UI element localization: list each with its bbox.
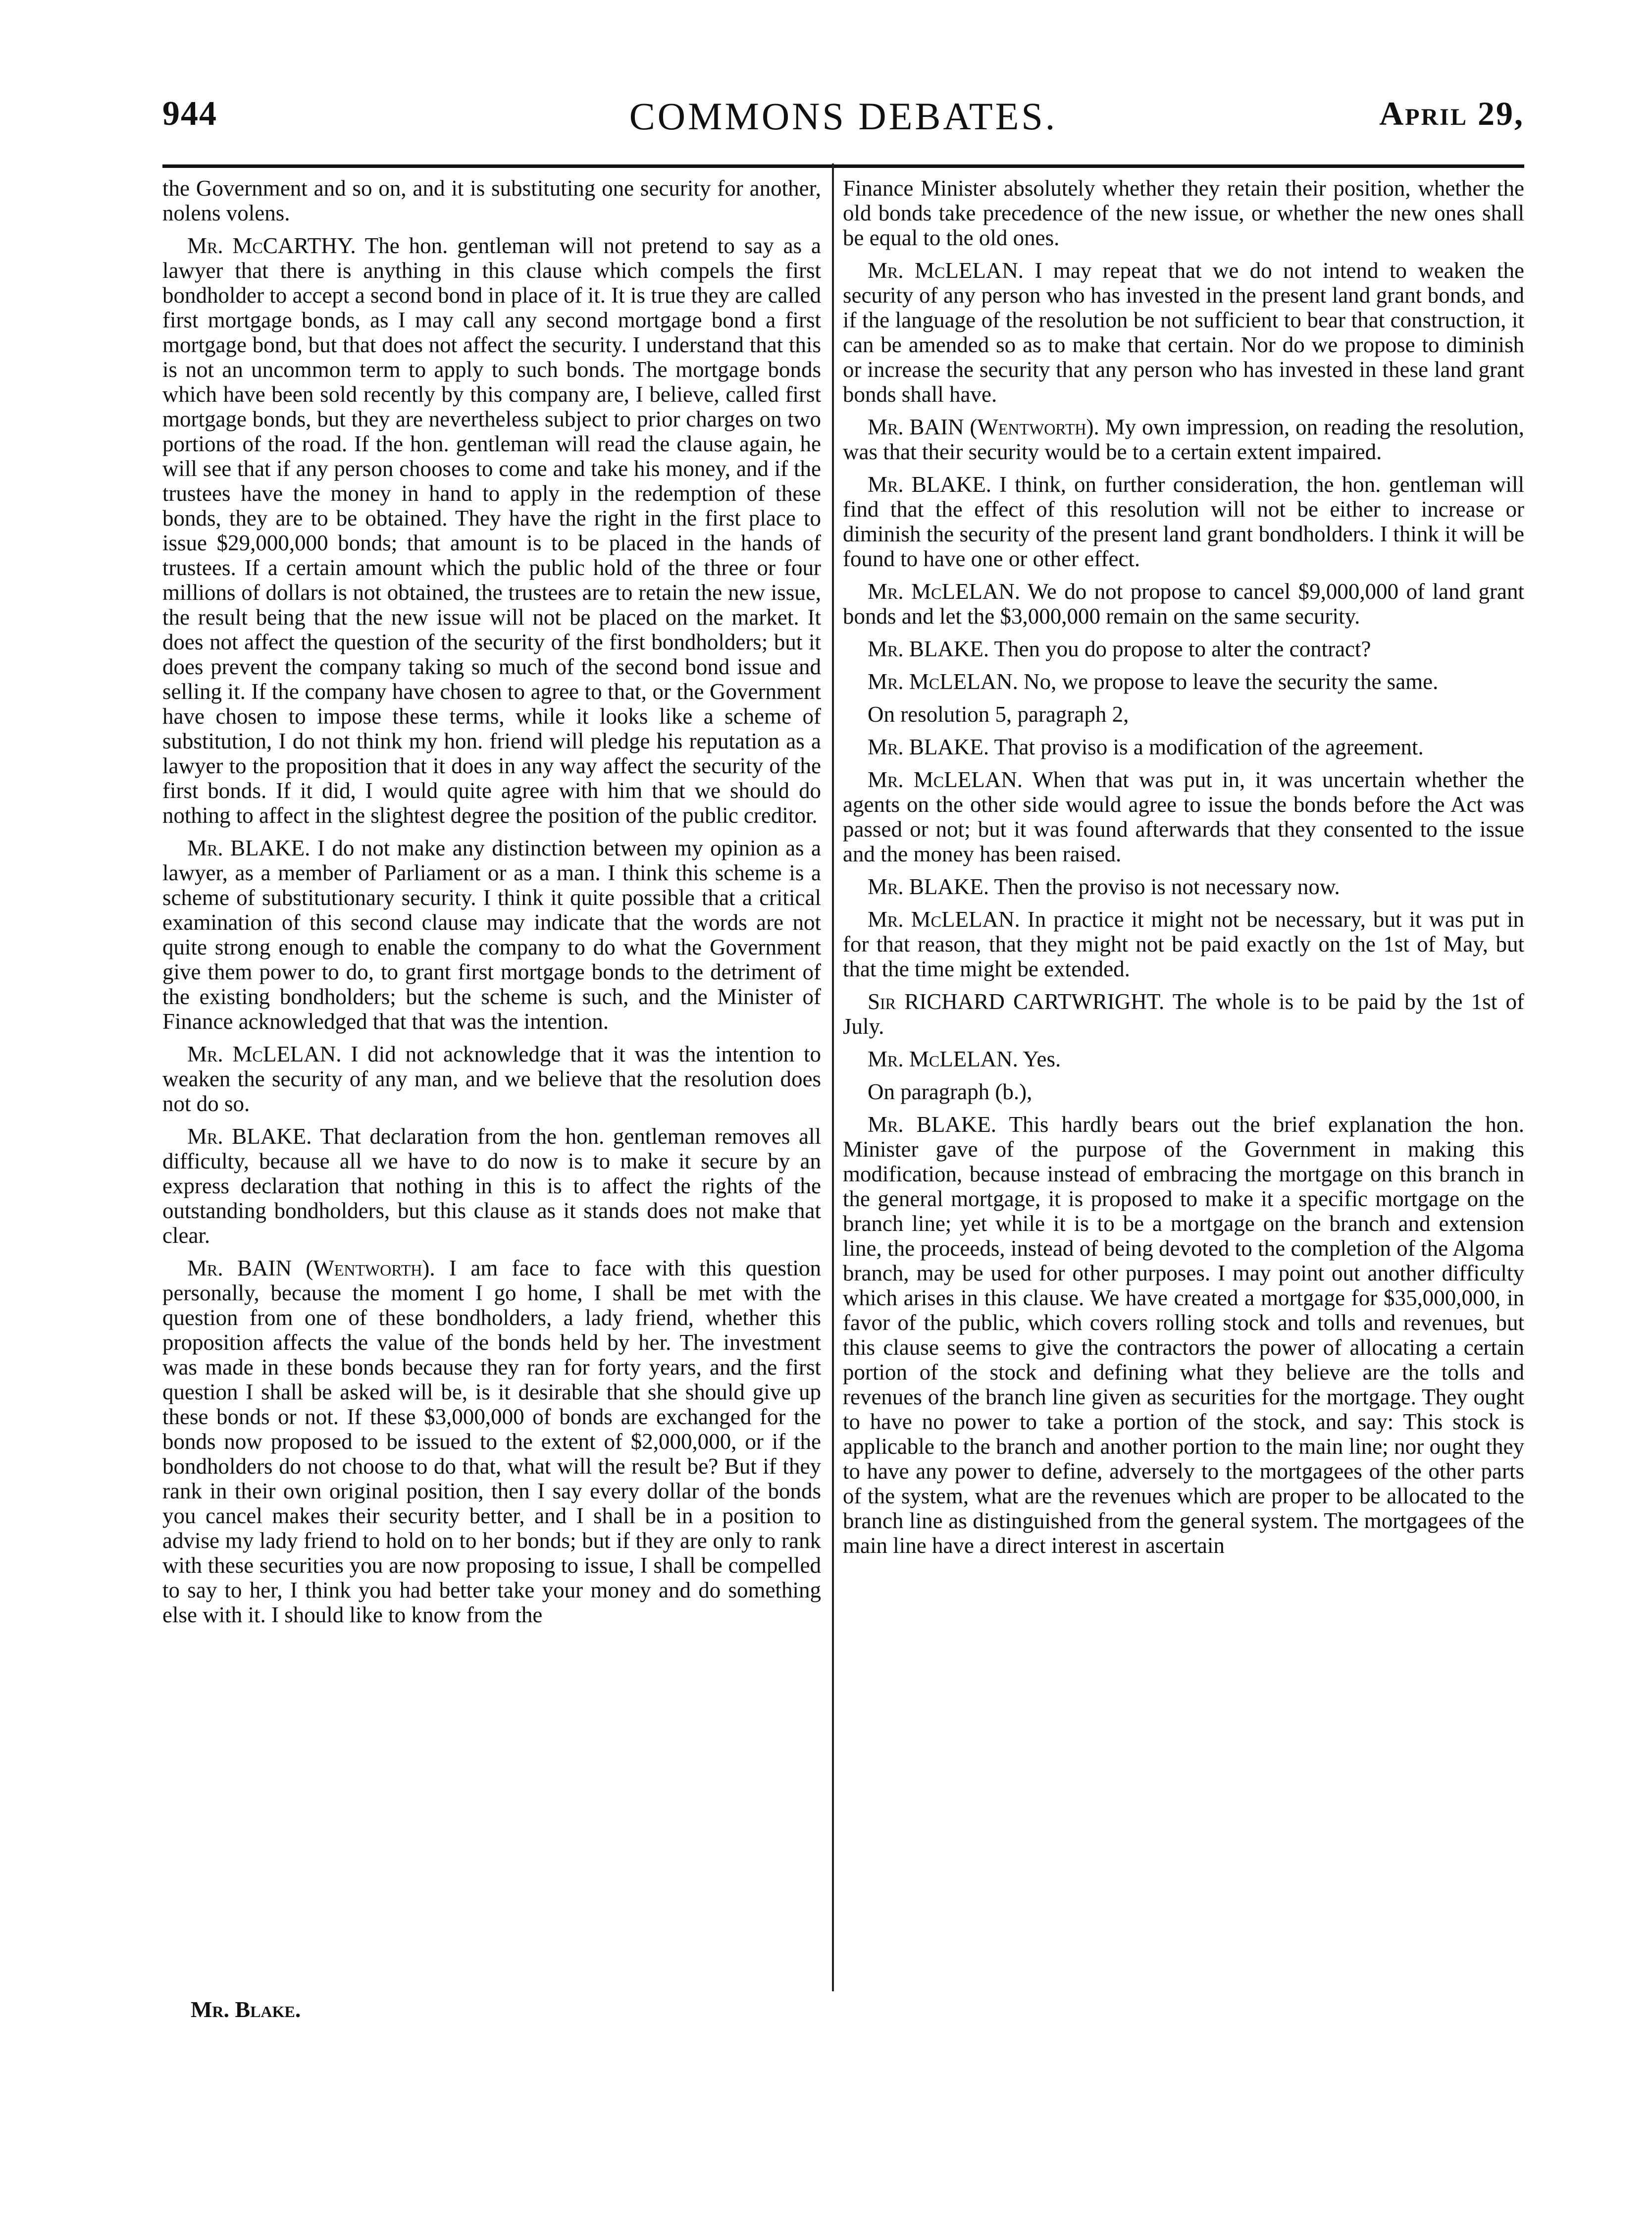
paragraph — [843, 989, 1524, 1039]
speaker-name: Mr. McLELAN. — [868, 579, 1021, 604]
paragraph — [162, 233, 821, 828]
paragraph-text: Then the proviso is not necessary now. — [994, 874, 1340, 899]
page-date: April 29, — [1379, 95, 1524, 132]
paragraph-text: No, we propose to leave the security the same. — [1024, 669, 1439, 694]
paragraph — [162, 1124, 821, 1248]
paragraph-text: This hardly bears out the brief explanation the hon. Minister gave of the purpose of the Government in making this modification, because instead of embracing the mortgage on this branch in the general mortgage, it is proposed to make it a specific mortgage on the branch line; yet while it is to be a mortgage on the branch and extension line, the proceeds, instead of being devoted to the completion of the Algoma branch, may be used for other purposes. I may point out another difficulty which arises in this clause. We have created a mortgage for $35,000,000, in favor of the public, which covers rolling stock and tolls and revenues, but this clause seems to give the contractors the power of allocating a certain portion of the stock and defining what they believe are the tolls and revenues of the branch line given as securities for the mortgage. They ought to have no power to take a portion of the stock, and say: This stock is applicable to the branch and another portion to the main line; nor ought they to have any power to define, adversely to the mortgagees of the other parts of the system, what are the revenues which are proper to be allocated to the branch line as distinguished from the general system. The mortgagees of the main line have a direct interest in ascertain — [843, 1112, 1525, 1558]
paragraph-text: The whole is to be paid by the 1st of July. — [843, 989, 1524, 1039]
paragraph — [162, 1042, 821, 1116]
paragraph-text: We do not propose to cancel $9,000,000 of land grant bonds and let the $3,000,000 remain on the same security. — [843, 579, 1524, 629]
paragraph-text: In practice it might not be necessary, but it was put in for that reason, that they might not be paid exactly on the 1st of May, but that the time might be extended. — [843, 907, 1525, 981]
paragraph — [162, 836, 821, 1034]
paragraph-text: That declaration from the hon. gentleman removes all difficulty, because all we have to do now is to make it secure by an express declaration that nothing in this is to affect the rights of the outstanding bondholders, but this clause as it stands does not make that clear. — [162, 1124, 822, 1248]
paragraph — [843, 735, 1524, 759]
speaker-name: Mr. McLELAN. — [868, 767, 1023, 792]
paragraph-text: When that was put in, it was uncertain whether the agents on the other side would agree to issue the bonds before the Act was passed or not; but it was found afterwards that they consented to the issue and the money has been raised. — [843, 767, 1525, 866]
paragraph — [843, 579, 1524, 629]
speaker-name: Mr. BLAKE. — [868, 874, 989, 899]
speaker-name: Mr. BAIN (Wentworth). — [868, 415, 1099, 439]
paragraph-text: Finance Minister absolutely whether they retain their position, whether the old bonds take precedence of the new issue, or whether the new ones shall be equal to the old ones. — [843, 176, 1524, 250]
paragraph — [843, 1112, 1524, 1558]
column-divider — [832, 163, 834, 1991]
catchword: Mr. Blake. — [191, 1997, 301, 2022]
speaker-name: Mr. BAIN (Wentworth). — [187, 1256, 435, 1280]
speaker-name: Mr. BLAKE. — [868, 1112, 997, 1137]
page-header — [162, 94, 1524, 154]
paragraph-text: My own impression, on reading the resolution, was that their security would be to a certain extent impaired. — [843, 415, 1525, 464]
paragraph — [162, 1256, 821, 1627]
speaker-name: Mr. McLELAN. — [868, 669, 1018, 694]
paragraph-text: Yes. — [1023, 1047, 1061, 1071]
paragraph — [843, 702, 1524, 727]
speaker-name: Mr. McCARTHY. — [187, 233, 356, 258]
paragraph-text: I think, on further consideration, the hon. gentleman will find that the effect of this resolution will not be either to increase or diminish the security of the present land grant bondholders. I think it will be found to have one or other effect. — [843, 472, 1525, 571]
header-rule — [162, 164, 1524, 168]
speaker-name: Mr. BLAKE. — [187, 836, 310, 860]
page-title: COMMONS DEBATES. — [629, 95, 1058, 138]
left-column — [162, 176, 821, 1635]
paragraph-text: I am face to face with this question personally, because the moment I go home, I shall be met with the question from one of these bondholders, a lady friend, whether this proposition affects the value of the bonds held by her. The investment was made in these bonds because they ran for forty years, and the first question I shall be asked will be, is it desirable that she should give up these bonds or not. If these $3,000,000 of bonds are exchanged for the bonds now proposed to be issued to the extent of $2,000,000, or if the bondholders do not choose to do that, what will the result be? But if they rank in their own original position, then I say every dollar of the bonds you cancel makes their security better, and I shall be in a position to advise my lady friend to hold on to her bonds; but if they are only to rank with these securities you are now proposing to issue, I shall be compelled to say to her, I think you had better take your money and do something else with it. I should like to know from the — [162, 1256, 821, 1627]
paragraph-text: The hon. gentleman will not pretend to say as a lawyer that there is anything in this clause which compels the first bondholder to accept a second bond in place of it. It is true they are called first mortgage bonds, as I may call any second mortgage bond a first mortgage bond, but that does not affect the security. I understand that this is not an uncommon term to apply to such bonds. The mortgage bonds which have been sold recently by this company are, I believe, called first mortgage bonds, but they are nevertheless subject to prior charges on two portions of the road. If the hon. gentleman will read the clause again, he will see that if any person chooses to come and take his money, and if the trustees have the money in hand to apply in the redemption of these bonds, they are to be obtained. They have the right in the first place to issue $29,000,000 bonds; that amount is to be placed in the hands of trustees. If a certain amount which the public hold of the three or four millions of dollars is not obtained, the trustees are to retain the new issue, the result being that the new issue will not be placed on the market. It does not affect the question of the security of the first bondholders; but it does prevent the company taking so much of the second bond issue and selling it. If the company have chosen to agree to that, or the Government have chosen to impose these terms, while it looks like a scheme of substitution, I do not think my hon. friend will pledge his reputation as a lawyer to the proposition that it does in any way affect the security of the first bonds. If it did, I would quite agree with him that we should do nothing to affect in the slightest degree the position of the public creditor. — [162, 233, 822, 828]
paragraph — [843, 472, 1524, 571]
speaker-name: Mr. BLAKE. — [868, 637, 989, 661]
paragraph — [843, 258, 1524, 407]
paragraph — [843, 874, 1524, 899]
paragraph-text: On resolution 5, paragraph 2, — [868, 702, 1129, 727]
speaker-name: Mr. McLELAN. — [868, 1047, 1018, 1071]
paragraph-text: I do not make any distinction between my opinion as a lawyer, as a member of Parliament or as a man. I think this scheme is a scheme of substitutionary security. I think it quite possible that a critical examination of this second clause may indicate that the words are not quite strong enough to enable the company to do what the Government give them power to do, to grant first mortgage bonds to the detriment of the existing bondholders; but the scheme is such, and the Minister of Finance acknowledged that that was the intention. — [162, 836, 822, 1034]
paragraph-text: Then you do propose to alter the contract? — [994, 637, 1371, 661]
paragraph — [843, 176, 1524, 250]
speaker-name: Sir RICHARD CARTWRIGHT. — [868, 989, 1165, 1014]
speaker-name: Mr. McLELAN. — [868, 907, 1020, 932]
paragraph-text: the Government and so on, and it is substituting one security for another, nolens volens. — [162, 176, 821, 225]
paragraph — [162, 176, 821, 225]
paragraph-text: I did not acknowledge that it was the intention to weaken the security of any man, and we believe that the resolution does not do so. — [162, 1042, 822, 1116]
page-number: 944 — [162, 95, 217, 133]
paragraph-text: That proviso is a modification of the agreement. — [994, 735, 1424, 759]
paragraph — [843, 637, 1524, 661]
paragraph — [843, 415, 1524, 464]
paragraph-text: On paragraph (b.), — [868, 1079, 1032, 1104]
speaker-name: Mr. BLAKE. — [868, 735, 989, 759]
paragraph — [843, 907, 1524, 981]
paragraph — [843, 1047, 1524, 1071]
speaker-name: Mr. McLELAN. — [868, 258, 1024, 283]
paragraph — [843, 669, 1524, 694]
paragraph-text: I may repeat that we do not intend to weaken the security of any person who has invested in the present land grant bonds, and if the language of the resolution be not sufficient to bear that construction, it can be amended so as to make that certain. Nor do we propose to diminish or increase the security that any person who has invested in these land grant bonds shall have. — [843, 258, 1524, 407]
speaker-name: Mr. BLAKE. — [187, 1124, 312, 1149]
speaker-name: Mr. McLELAN. — [187, 1042, 342, 1066]
speaker-name: Mr. BLAKE. — [868, 472, 991, 497]
right-column — [843, 176, 1524, 1566]
paragraph — [843, 1079, 1524, 1104]
paragraph — [843, 767, 1524, 866]
